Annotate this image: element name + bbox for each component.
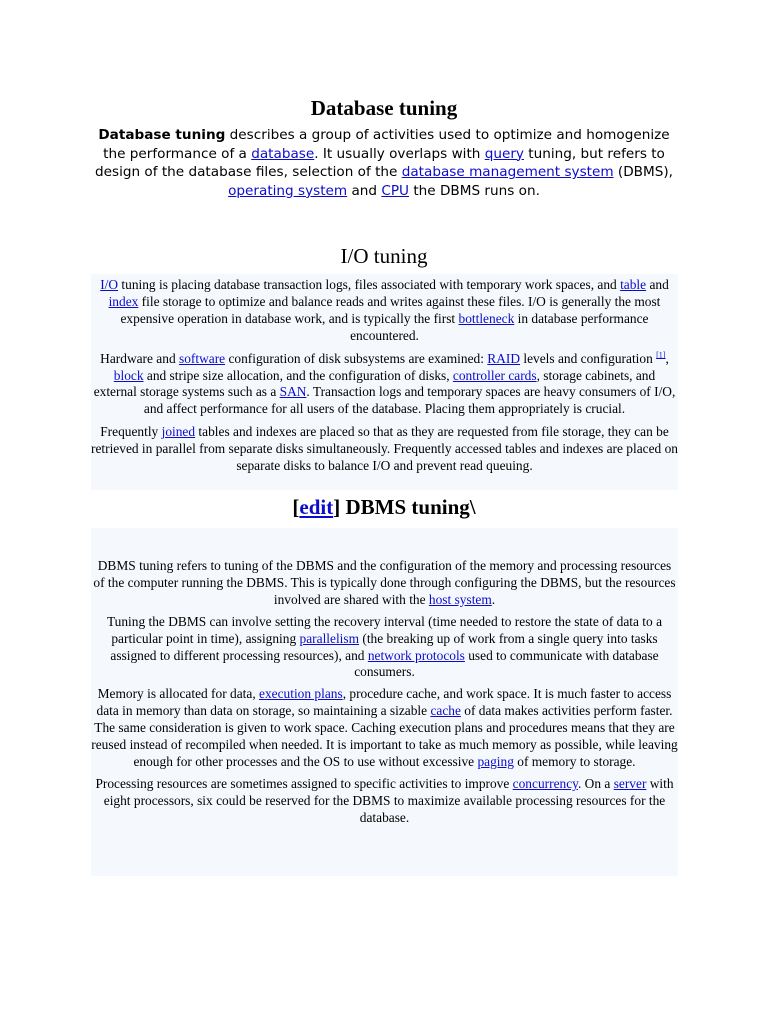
index-link[interactable]: index — [108, 293, 139, 309]
io-tuning-section — [91, 274, 678, 490]
san-link[interactable]: SAN — [279, 384, 307, 400]
io-text: and stripe size allocation, and the configuration of disks, — [143, 367, 453, 383]
io-text: . Transaction logs and temporary spaces are heavy consumers of I/O, and affect performance for all users of the database. Placing them appropriately is crucial. — [143, 384, 676, 417]
dbms-text: Processing resources are sometimes assigned to specific activities to improve — [95, 775, 513, 791]
raid-link[interactable]: RAID — [487, 350, 521, 366]
dbms-tuning-section — [91, 528, 678, 876]
dbms-text: of memory to storage. — [513, 753, 636, 769]
database-link[interactable]: database — [251, 145, 315, 162]
citation-link[interactable]: [1] — [656, 350, 666, 360]
dbms-tuning-heading — [0, 495, 768, 520]
dbms-text: . On a — [577, 775, 614, 791]
dbms-text: . — [491, 591, 496, 607]
io-text: Hardware and — [100, 350, 179, 366]
io-text: file storage to optimize and balance reads and writes against these files. I/O is generally the most expensive operation in database work, and is typically the first — [120, 293, 661, 326]
joined-link[interactable]: joined — [161, 424, 196, 440]
intro-text: (DBMS), — [613, 164, 673, 181]
intro-text: . It usually overlaps with — [314, 145, 485, 162]
io-text: and — [646, 277, 669, 292]
dbms-text: with eight processors, six could be reserved for the DBMS to maximize available processing resources for the database. — [103, 775, 674, 825]
bracket-open: [ — [292, 495, 300, 519]
network-protocols-link[interactable]: network protocols — [367, 647, 465, 663]
software-link[interactable]: software — [179, 350, 226, 366]
dbms-text: , procedure cache, and work space. It is much faster to access data in memory than data on storage, so maintaining a sizable — [96, 686, 672, 719]
io-paragraph-1 — [91, 277, 678, 345]
dbms-text: Memory is allocated for data, — [97, 686, 260, 702]
cache-link[interactable]: cache — [430, 703, 461, 719]
page-title: Database tuning — [310, 96, 458, 120]
dbms-paragraph-4 — [91, 776, 678, 827]
intro-text: the DBMS runs on. — [409, 182, 540, 199]
paging-link[interactable]: paging — [477, 753, 514, 769]
parallelism-link[interactable]: parallelism — [299, 630, 360, 646]
io-text: tuning is placing database transaction logs, files associated with temporary work spaces, and — [118, 277, 621, 292]
io-text: Frequently — [100, 424, 162, 440]
intro-text: and — [347, 182, 382, 199]
io-paragraph-2 — [91, 351, 678, 419]
concurrency-link[interactable]: concurrency — [512, 775, 578, 791]
controller-cards-link[interactable]: controller cards — [452, 367, 537, 383]
execution-plans-link[interactable]: execution plans — [259, 686, 343, 702]
io-link[interactable]: I/O — [100, 277, 119, 292]
query-link[interactable]: query — [484, 145, 524, 162]
io-text: , storage cabinets, and external storage systems such as a — [93, 367, 656, 400]
bracket-close: ] — [333, 495, 341, 519]
io-tuning-heading: I/O tuning — [340, 244, 428, 268]
dbms-heading-text: DBMS tuning\ — [340, 495, 476, 519]
io-text: , — [665, 350, 669, 366]
dbms-link[interactable]: database management system — [401, 164, 614, 181]
io-text: tables and indexes are placed so that as they are requested from file storage, they can be retrieved in parallel from separate disks simultaneously. Frequently accessed tables and indexes are placed on separate disks to balance I/O and prevent read queuing. — [91, 424, 678, 474]
cpu-link[interactable]: CPU — [381, 182, 409, 199]
io-text: in database performance encountered. — [350, 310, 649, 343]
intro-text: describes a group of activities used to optimize and homogenize the performance of a — [103, 127, 670, 162]
host-system-link[interactable]: host system — [428, 591, 492, 607]
dbms-text: of data makes activities perform faster. The same consideration is given to work space. Caching execution plans and procedures means that they are reused instead of recompiled when needed. It is important to take as much memory as possible, while leaving enough for other processes and the OS to use without excessive — [91, 703, 678, 769]
block-link[interactable]: block — [113, 367, 144, 383]
io-text: configuration of disk subsystems are examined: — [225, 350, 488, 366]
bottleneck-link[interactable]: bottleneck — [458, 310, 515, 326]
server-link[interactable]: server — [613, 775, 647, 791]
intro-paragraph — [86, 126, 682, 200]
io-paragraph-3 — [91, 424, 678, 475]
dbms-text: DBMS tuning refers to tuning of the DBMS and the configuration of the memory and processing resources of the computer running the DBMS. This is typically done through configuring the DBMS, but the resources involved are shared with the — [93, 558, 676, 607]
dbms-paragraph-1 — [91, 558, 678, 609]
edit-link[interactable]: edit — [299, 495, 334, 519]
dbms-paragraph-3 — [91, 686, 678, 771]
dbms-text: used to communicate with database consumers. — [354, 647, 659, 680]
table-link[interactable]: table — [620, 277, 647, 292]
dbms-text: (the breaking up of work from a single query into tasks assigned to different processing resources), and — [110, 630, 658, 663]
dbms-paragraph-2 — [91, 614, 678, 682]
operating-system-link[interactable]: operating system — [228, 182, 348, 199]
intro-bold-term: Database tuning — [98, 127, 226, 143]
dbms-text: Tuning the DBMS can involve setting the recovery interval (time needed to restore the state of data to a particular point in time), assigning — [106, 613, 663, 646]
intro-text: tuning, but refers to design of the database files, selection of the — [95, 145, 665, 181]
io-text: levels and configuration — [520, 350, 657, 366]
